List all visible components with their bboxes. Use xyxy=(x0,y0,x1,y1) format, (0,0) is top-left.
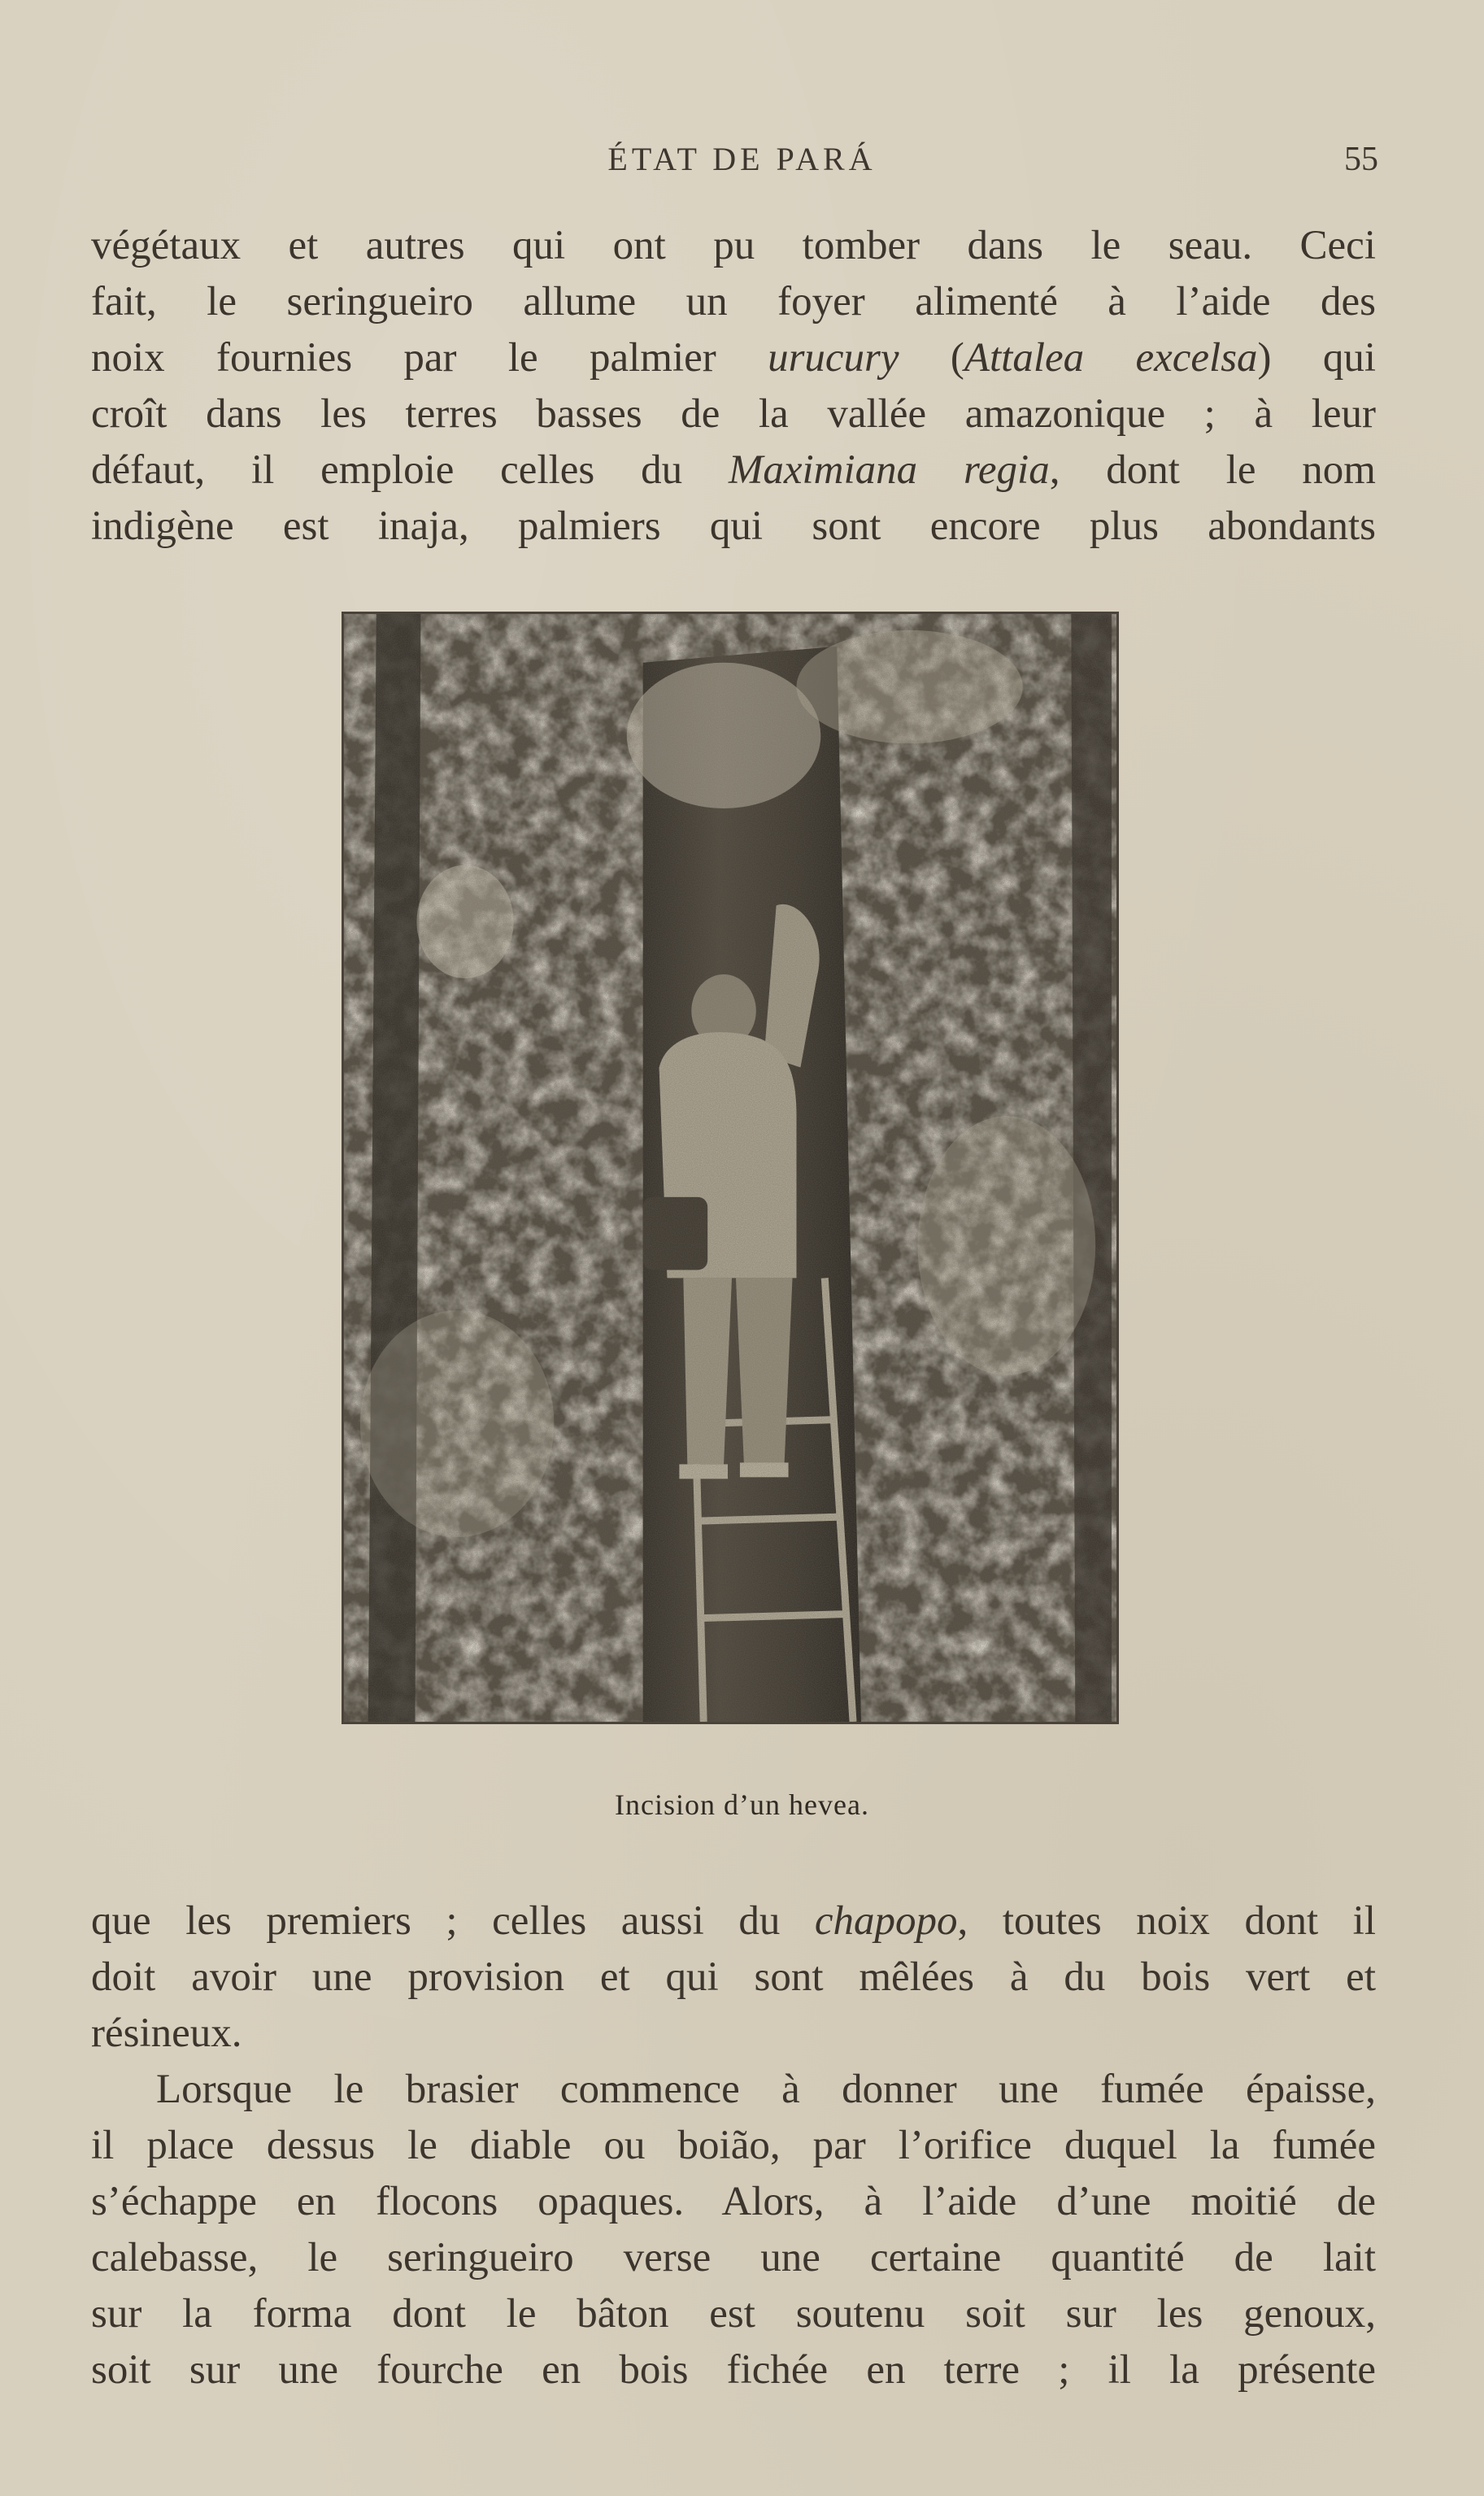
text-run: croît dans les terres basses de la vallée amazonique ; à leur xyxy=(91,391,1376,437)
text-line xyxy=(91,218,1376,274)
text-line xyxy=(91,2286,1376,2342)
photo-rubber-tapper xyxy=(342,612,1119,1724)
text-line xyxy=(91,1949,1376,2006)
text-line xyxy=(91,2006,1376,2062)
text-line xyxy=(91,1893,1376,1949)
paragraph-top xyxy=(91,218,1376,555)
text-run: , toutes noix dont il xyxy=(957,1898,1377,1944)
text-line xyxy=(91,2174,1376,2230)
text-run: soit sur une fourche en bois fichée en terre ; il la présente xyxy=(91,2347,1376,2393)
text-line xyxy=(91,330,1376,386)
text-run: s’échappe en flocons opaques. Alors, à l’aide d’une moitié de xyxy=(91,2179,1376,2224)
text-run: ) qui xyxy=(1257,335,1377,381)
text-line xyxy=(91,386,1376,442)
italic-text: Attalea excelsa xyxy=(964,335,1258,381)
text-run: , dont le nom xyxy=(1049,447,1376,493)
page-number: 55 xyxy=(1344,141,1378,178)
text-run: que les premiers ; celles aussi du xyxy=(91,1898,815,1944)
text-run: il place dessus le diable ou boião, par l’orifice duquel la fumée xyxy=(91,2123,1376,2168)
figure-caption: Incision d’un hevea. xyxy=(615,1788,869,1821)
text-run: végétaux et autres qui ont pu tomber dans le seau. Ceci xyxy=(91,223,1376,268)
text-run: indigène est inaja, palmiers qui sont encore plus abondants xyxy=(91,503,1376,549)
text-run: défaut, il emploie celles du xyxy=(91,447,729,493)
text-line xyxy=(91,2062,1376,2118)
text-run: sur la forma dont le bâton est soutenu soit sur les genoux, xyxy=(91,2291,1376,2337)
text-run: doit avoir une provision et qui sont mêlées à du bois vert et xyxy=(91,1954,1376,2000)
running-title: ÉTAT DE PARÁ xyxy=(607,141,877,177)
text-run: Lorsque le brasier commence à donner une fumée épaisse, xyxy=(156,2067,1376,2112)
text-line xyxy=(91,274,1376,330)
italic-text: Maximiana regia xyxy=(728,447,1050,493)
text-run: calebasse, le seringueiro verse une certaine quantité de lait xyxy=(91,2235,1376,2280)
text-line xyxy=(91,499,1376,555)
text-run: fait, le seringueiro allume un foyer alimenté à l’aide des xyxy=(91,279,1376,325)
text-line xyxy=(91,2230,1376,2286)
text-run: résineux. xyxy=(91,2010,242,2056)
text-line xyxy=(91,442,1376,499)
text-run: noix fournies par le palmier xyxy=(91,335,768,381)
text-line xyxy=(91,2342,1376,2398)
paragraph-bottom xyxy=(91,1893,1376,2398)
italic-text: chapopo xyxy=(814,1898,958,1944)
photo-illustration xyxy=(344,614,1116,1722)
text-line xyxy=(91,2118,1376,2174)
italic-text: urucury xyxy=(768,335,899,381)
text-run: ( xyxy=(899,335,964,381)
running-head xyxy=(0,140,1484,189)
